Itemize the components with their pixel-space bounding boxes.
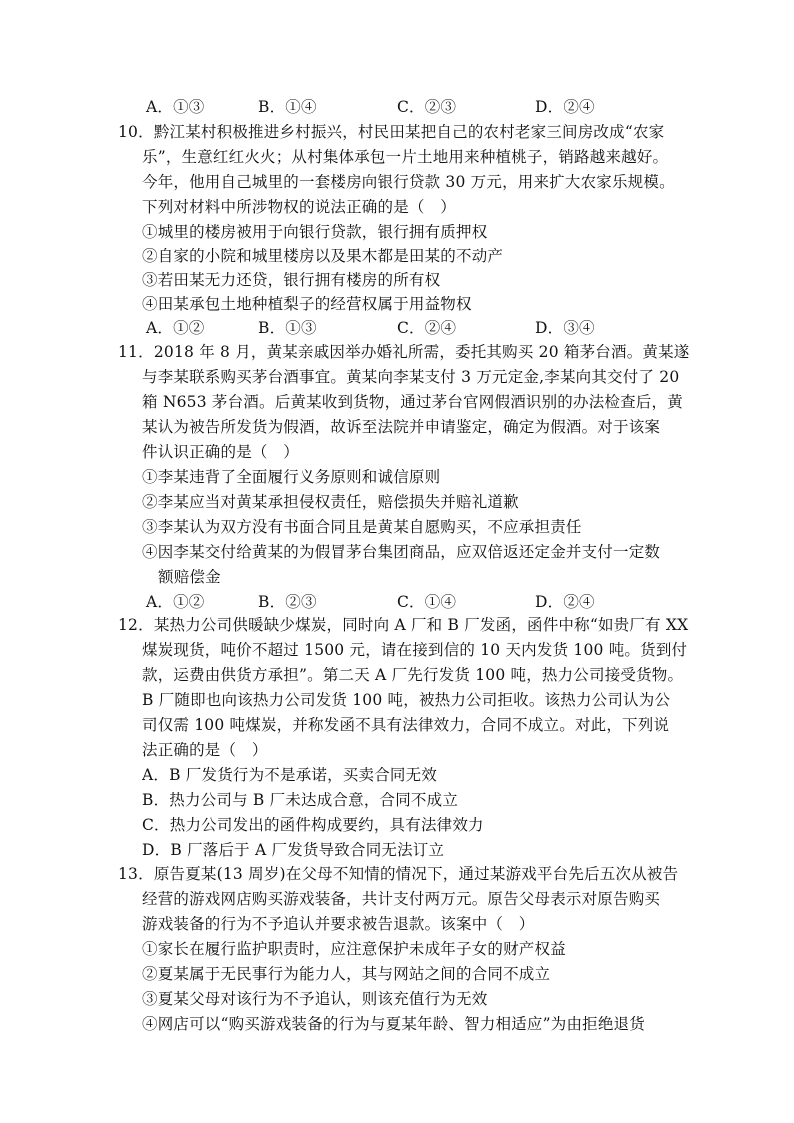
q10-option-a: A．①② [146, 319, 205, 337]
q12-choice-b: B．热力公司与 B 厂未达成合意，合同不成立 [142, 791, 459, 809]
q10-option-c: C．②④ [397, 319, 457, 337]
q11-option-b: B．②③ [258, 593, 317, 611]
q12-choice-c: C．热力公司发出的函件构成要约，具有法律效力 [142, 816, 484, 834]
q10-stem-line: 10．黔江某村积极推进乡村振兴，村民田某把自己的农村老家三间房改成“农家 [118, 123, 665, 141]
q9-option-a: A．①③ [146, 98, 205, 116]
q13-stem-line: 13．原告夏某(13 周岁)在父母不知情的情况下，通过某游戏平台先后五次从被告 [118, 865, 679, 883]
q12-stem-line: 法正确的是（ ） [142, 741, 268, 759]
q13-item-1: ①家长在履行监护职责时，应注意保护未成年子女的财产权益 [142, 940, 566, 958]
q11-stem-line: 箱 N653 茅台酒。后黄某收到货物，通过茅台官网假酒识别的办法检查后，黄 [142, 393, 683, 411]
q11-option-d: D．②④ [535, 593, 595, 611]
q11-item-3: ③李某认为双方没有书面合同且是黄某自愿购买，不应承担责任 [142, 518, 582, 536]
q11-option-a: A．①② [146, 593, 205, 611]
q10-item-1: ①城里的楼房被用于向银行贷款，银行拥有质押权 [142, 223, 488, 241]
q10-item-3: ③若田某无力还贷，银行拥有楼房的所有权 [142, 271, 441, 289]
q11-stem-line: 件认识正确的是（ ） [142, 443, 300, 461]
q11-item-4: ④因李某交付给黄某的为假冒茅台集团商品，应双倍返还定金并支付一定数 [142, 543, 661, 561]
q10-stem-line: 乐”，生意红红火火；从村集体承包一片土地用来种植桃子，销路越来越好。 [142, 148, 669, 166]
q12-stem-line: 12．某热力公司供暖缺少煤炭，同时向 A 厂和 B 厂发函，函件中称“如贵厂有 XX [118, 616, 689, 634]
q12-stem-line: 司仅需 100 吨煤炭，并称发函不具有法律效力，合同不成立。对此，下列说 [142, 716, 670, 734]
q10-item-2: ②自家的小院和城里楼房以及果木都是田某的不动产 [142, 247, 504, 265]
q12-choice-d: D．B 厂落后于 A 厂发货导致合同无法订立 [142, 841, 445, 859]
q11-item-4-cont: 额赔偿金 [158, 568, 221, 586]
q11-item-1: ①李某违背了全面履行义务原则和诚信原则 [142, 468, 441, 486]
q13-stem-line: 游戏装备的行为不予追认并要求被告退款。该案中（ ） [142, 915, 535, 933]
q13-stem-line: 经营的游戏网店购买游戏装备，共计支付两万元。原告父母表示对原告购买 [142, 890, 661, 908]
q12-stem-line: 款，运费由供货方承担”。第二天 A 厂先行发货 100 吨，热力公司接受货物。 [142, 666, 684, 684]
q10-option-b: B．①③ [258, 319, 317, 337]
q11-stem-line: 与李某联系购买茅台酒事宜。黄某向李某支付 3 万元定金,李某向其交付了 20 [142, 368, 680, 386]
q13-item-2: ②夏某属于无民事行为能力人，其与网站之间的合同不成立 [142, 965, 551, 983]
q11-option-c: C．①④ [397, 593, 457, 611]
q11-item-2: ②李某应当对黄某承担侵权责任，赔偿损失并赔礼道歉 [142, 493, 519, 511]
q11-stem-line: 11．2018 年 8 月，黄某亲戚因举办婚礼所需，委托其购买 20 箱茅台酒。黄某遂 [118, 343, 690, 361]
q9-option-d: D．②④ [535, 98, 595, 116]
q13-item-3: ③夏某父母对该行为不予追认，则该充值行为无效 [142, 990, 488, 1008]
q12-stem-line: 煤炭现货，吨价不超过 1500 元，请在接到信的 10 天内发货 100 吨。货到付 [142, 641, 688, 659]
q9-option-c: C．②③ [397, 98, 457, 116]
q9-option-b: B．①④ [258, 98, 317, 116]
q11-stem-line: 某认为被告所发货为假酒，故诉至法院并申请鉴定，确定为假酒。对于该案 [142, 418, 661, 436]
q10-option-d: D．③④ [535, 319, 595, 337]
q12-choice-a: A．B 厂发货行为不是承诺，买卖合同无效 [142, 766, 438, 784]
q13-item-4: ④网店可以“购买游戏装备的行为与夏某年龄、智力相适应”为由拒绝退货 [142, 1015, 645, 1033]
q10-item-4: ④田某承包土地种植梨子的经营权属于用益物权 [142, 295, 472, 313]
q12-stem-line: B 厂随即也向该热力公司发货 100 吨，被热力公司拒收。该热力公司认为公 [142, 691, 671, 709]
q10-stem-line: 今年，他用自己城里的一套楼房向银行贷款 30 万元，用来扩大农家乐规模。 [142, 173, 675, 191]
q10-stem-line: 下列对材料中所涉物权的说法正确的是（ ） [142, 198, 457, 216]
